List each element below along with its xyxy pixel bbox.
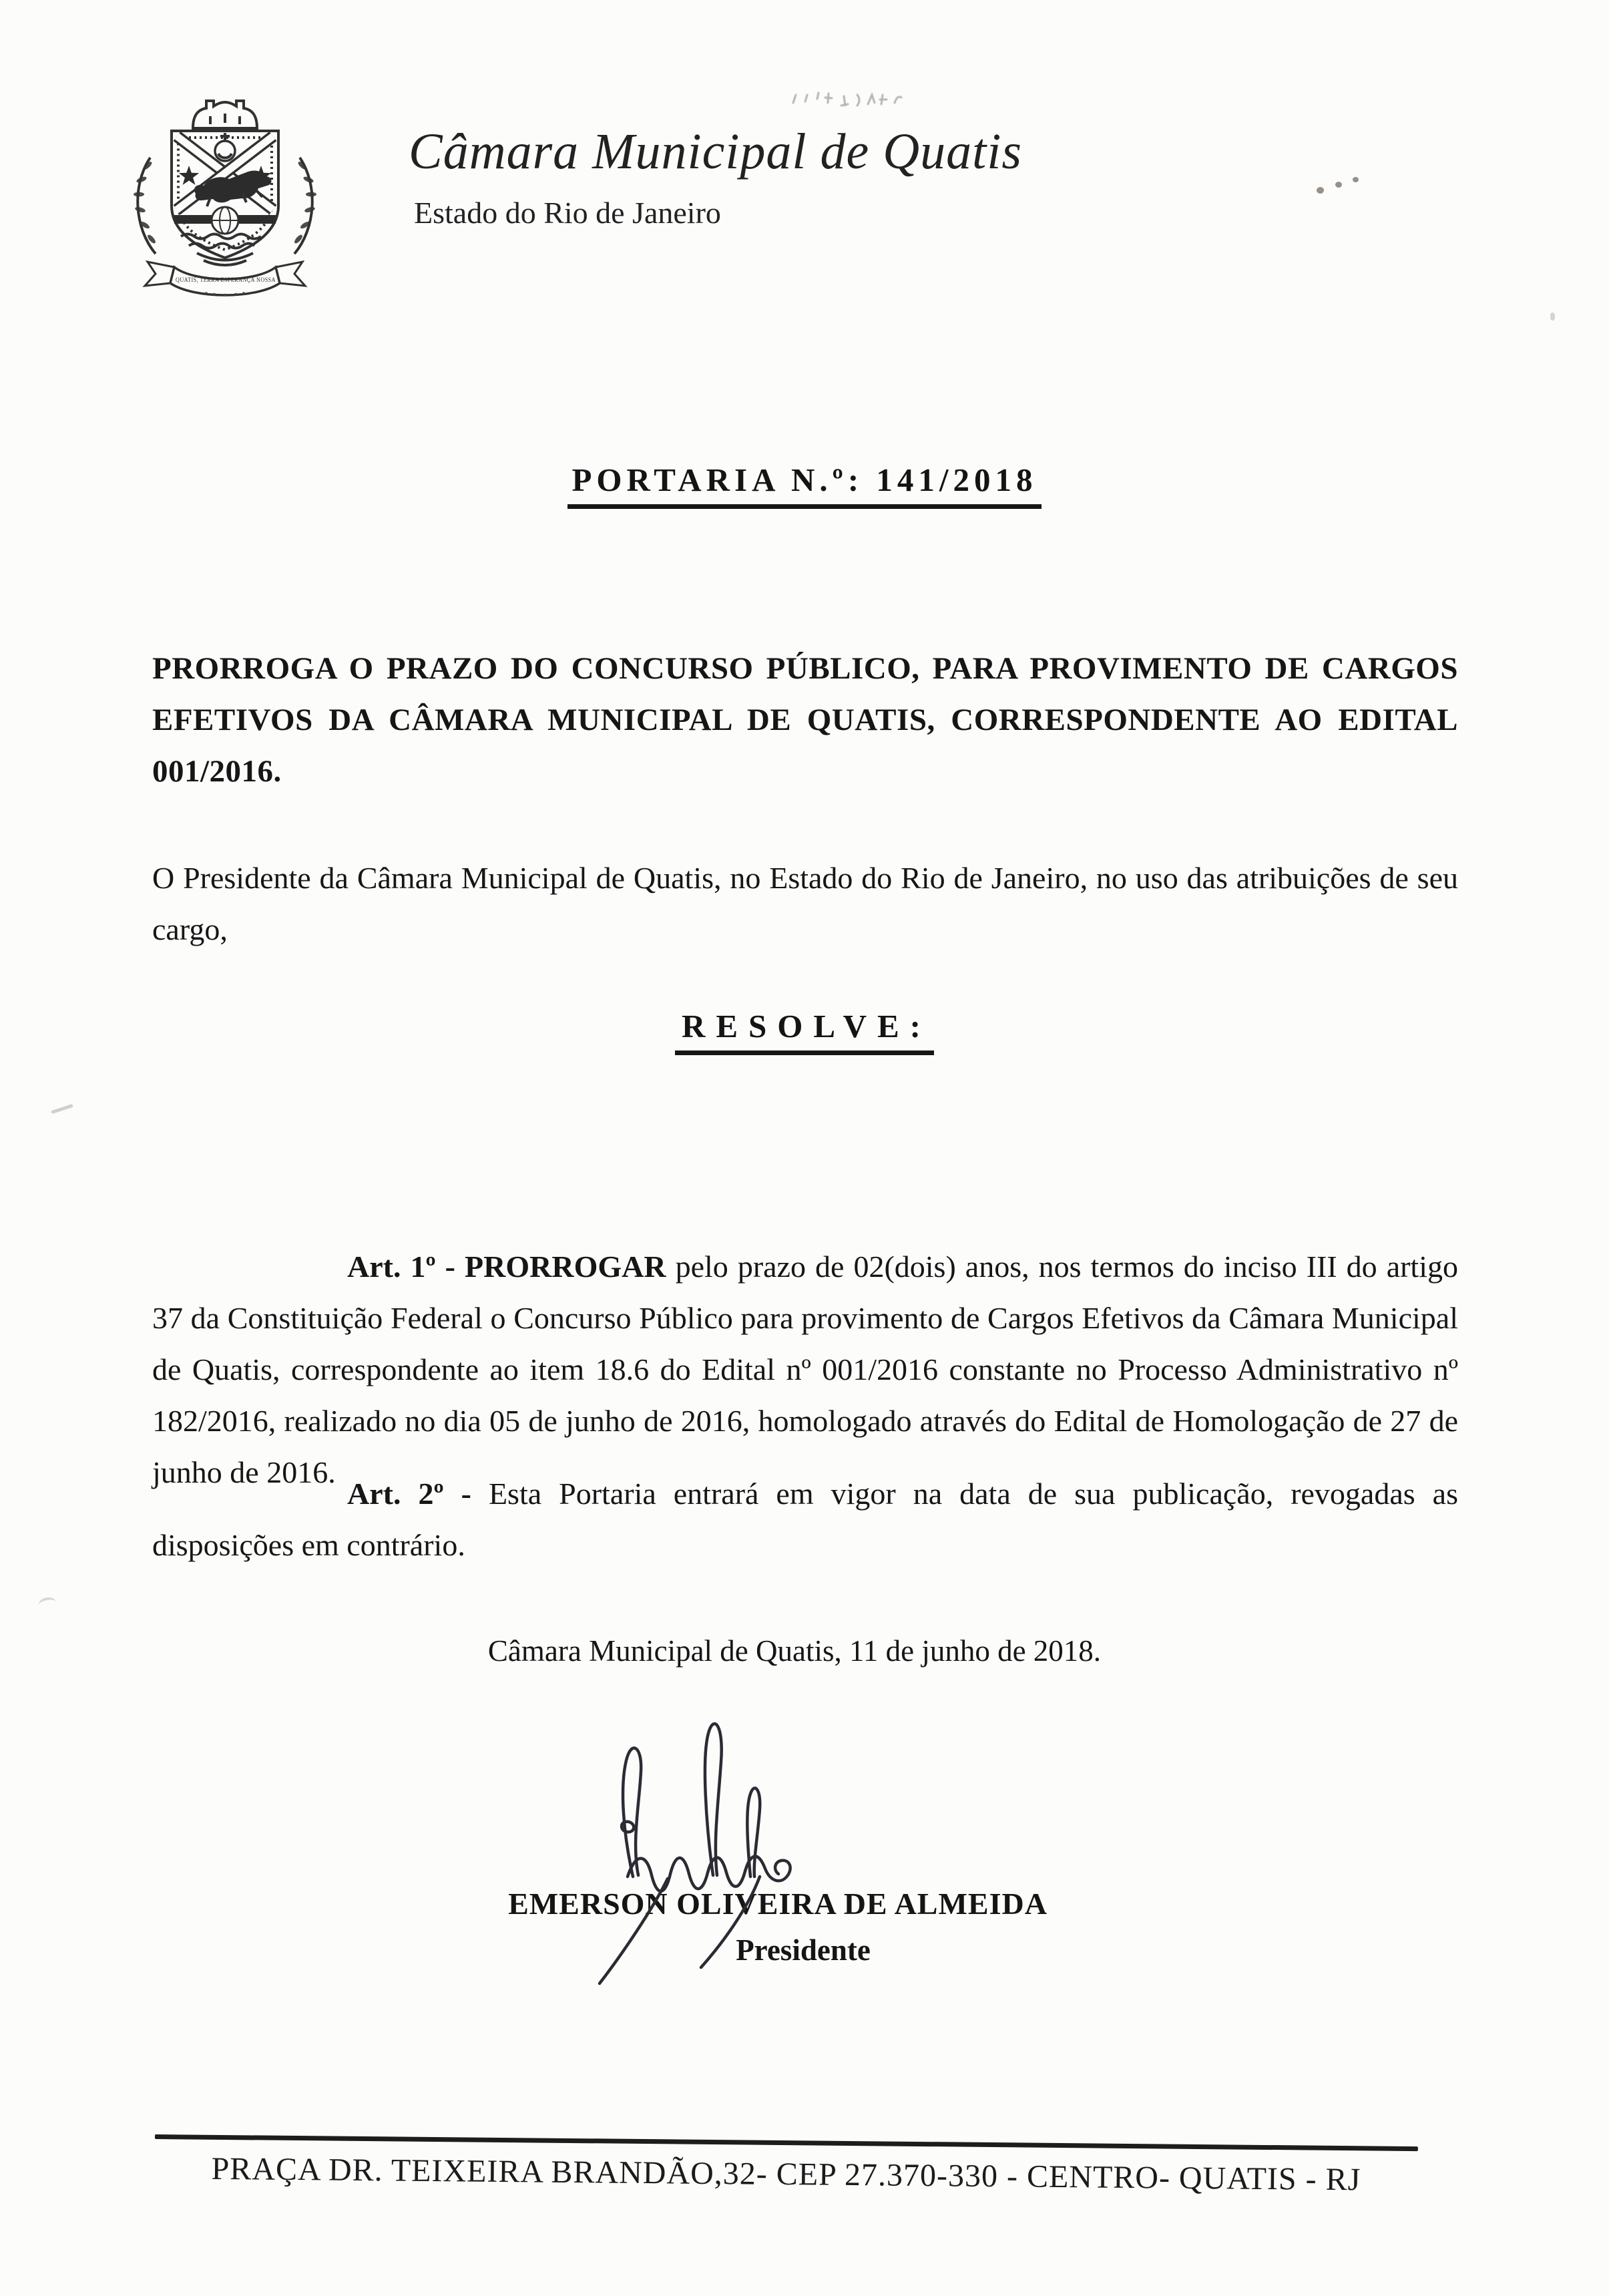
letterhead-org-name: Câmara Municipal de Quatis [409, 124, 1022, 180]
pencil-dash-artifact [51, 1104, 73, 1114]
resolve-heading: RESOLVE: [675, 1007, 934, 1055]
scan-smudge-artifact [788, 83, 948, 120]
article-2-lead: Art. 2º - [347, 1477, 471, 1511]
footer [154, 2134, 1418, 2198]
handwritten-signature [547, 1708, 868, 1995]
article-2-paragraph [152, 1468, 1458, 1571]
scan-dot-artifact [1335, 182, 1342, 188]
scan-dot-artifact [1317, 187, 1324, 194]
signer-role: Presidente [736, 1933, 871, 1967]
article-1-paragraph [152, 1241, 1458, 1498]
footer-rule [155, 2134, 1418, 2151]
article-1-text: pelo prazo de 02(dois) anos, nos termos do inciso III do artigo 37 da Constituição Federal o Concurso Público para provimento de Cargos Efetivos da Câmara Municipal de Quatis, correspondente ao item 18.6 do Edital nº 001/2016 constante no Processo Administrativo nº 182/2016, realizado no dia 05 de junho de 2016, homologado através do Edital de Homologação de 27 de junho de 2016. [152, 1250, 1458, 1489]
signer-name: EMERSON OLIVEIRA DE ALMEIDA [508, 1887, 1048, 1921]
summary-paragraph: PRORROGA O PRAZO DO CONCURSO PÚBLICO, PARA PROVIMENTO DE CARGOS EFETIVOS DA CÂMARA MUNICIPAL DE QUATIS, CORRESPONDENTE AO EDITAL 001/2016. [152, 651, 1458, 789]
document-title: PORTARIA N.º: 141/2018 [567, 461, 1041, 509]
scan-speck-artifact [1550, 313, 1555, 321]
scan-dot-artifact [1353, 177, 1359, 182]
pencil-mark-artifact [38, 1596, 57, 1611]
article-2-text: Esta Portaria entrará em vigor na data de sua publicação, revogadas as disposições em contrário. [152, 1477, 1458, 1562]
crest-motto: QUATIS, TERRA ESPERANÇA NOSSA [176, 276, 276, 283]
article-1-lead: Art. 1º - PRORROGAR [347, 1250, 666, 1284]
dateline: Câmara Municipal de Quatis, 11 de junho de 2018. [487, 1634, 1102, 1668]
preamble-paragraph: O Presidente da Câmara Municipal de Quatis, no Estado do Rio de Janeiro, no uso das atribuições de seu cargo, [152, 861, 1458, 946]
footer-address: PRAÇA DR. TEIXEIRA BRANDÃO,32- CEP 27.370-330 - CENTRO- QUATIS - RJ [211, 2150, 1361, 2198]
letterhead-state-line: Estado do Rio de Janeiro [414, 196, 721, 230]
municipal-crest-icon [115, 92, 335, 299]
